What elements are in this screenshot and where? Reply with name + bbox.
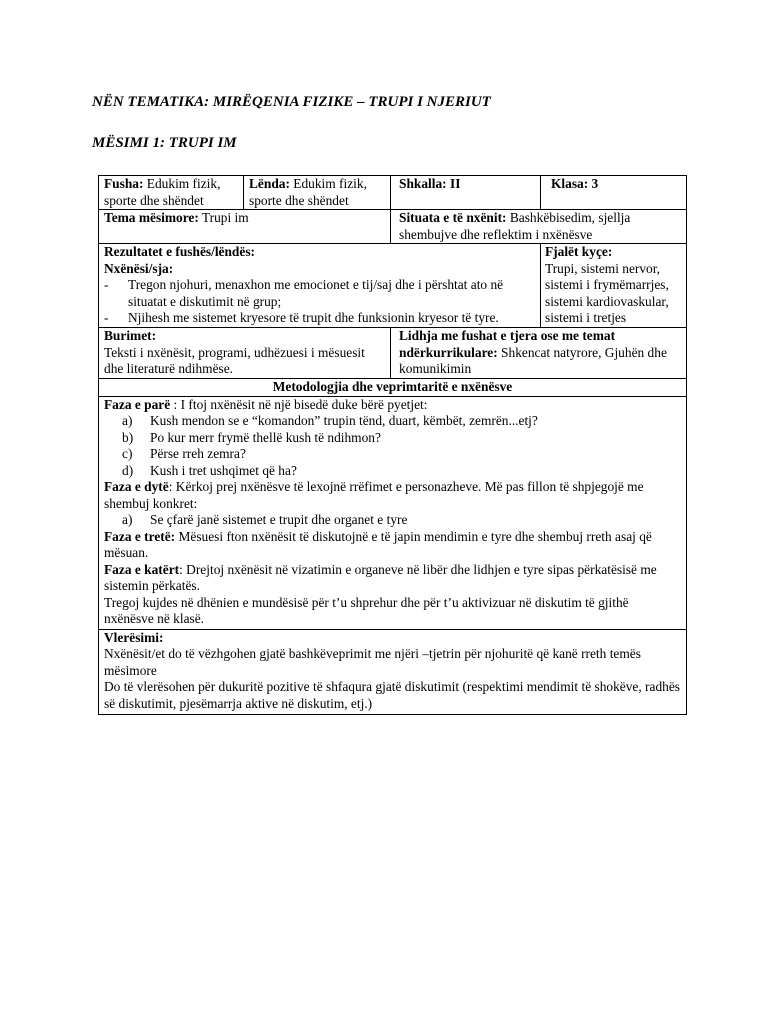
tema-value: Trupi im	[198, 210, 249, 225]
question-item	[104, 413, 681, 430]
phase-1-text: : I ftoj nxënësit në një bisedë duke bërë pyetjet:	[170, 396, 428, 412]
methodology-title-row	[99, 378, 687, 396]
fusha-cell	[99, 176, 244, 210]
phase-1	[104, 397, 681, 414]
methodology-row	[99, 396, 687, 629]
dash-marker: -	[104, 277, 109, 292]
evaluation-label: Vlerësimi:	[104, 629, 164, 645]
item-marker: c)	[122, 446, 133, 461]
theme-row	[99, 210, 687, 244]
lenda-value: Edukim fizik, sporte dhe shëndet	[249, 176, 367, 208]
lenda-label: Lënda:	[249, 176, 290, 191]
closing-text: Tregoj kujdes në dhënien e mundësisë për t’u shprehur dhe për t’u aktivizuar në diskutim të gjithë nxënësve në klasë.	[104, 594, 629, 626]
phase-3	[104, 529, 681, 562]
header-row	[99, 176, 687, 210]
dash-marker: -	[104, 310, 109, 325]
situata-value: Bashkëbisedim, sjellja shembujve dhe reflektim i nxënësve	[399, 210, 631, 242]
item-text: Kush mendon se e “komandon” trupin tënd, duart, këmbët, zemrën...etj?	[150, 413, 538, 428]
subtopic-heading: NËN TEMATIKA: MIRËQENIA FIZIKE – TRUPI I NJERIUT	[92, 94, 491, 110]
situata-label: Situata e të nxënit:	[399, 210, 507, 225]
item-marker: a)	[122, 512, 133, 527]
evaluation-row	[99, 629, 687, 715]
item-text: Përse rreh zemra?	[150, 446, 246, 461]
klasa-cell	[541, 176, 687, 210]
methodology-cell	[99, 396, 687, 629]
situata-cell	[391, 210, 687, 244]
sources-row	[99, 328, 687, 379]
results-label: Rezultatet e fushës/lëndës:	[104, 244, 255, 259]
klasa-label: Klasa: 3	[551, 176, 599, 191]
phase-4-text: : Drejtoj nxënësit në vizatimin e organeve në libër dhe lidhjen e tyre sipas përkatësisë me sistemin përkatës.	[104, 561, 657, 593]
item-text: Se çfarë janë sistemet e trupit dhe organet e tyre	[150, 512, 408, 527]
item-marker: a)	[122, 413, 133, 428]
evaluation-cell	[99, 629, 687, 715]
sources-cell	[99, 328, 391, 379]
evaluation-line-2: Do të vlerësohen për dukuritë pozitive të shfaqura gjatë diskutimit (respektimi mendimit të shokëve, radhës së diskutimit, pjesëmarrja aktive në diskutim, etj.)	[104, 679, 681, 711]
item-marker: d)	[122, 462, 134, 478]
item-marker: b)	[122, 429, 134, 445]
results-cell	[99, 244, 541, 328]
evaluation-line-1: Nxënësit/et do të vëzhgohen gjatë bashkëveprimit me njëri –tjetrin për njohuritë që kanë rreth temës mësimore	[104, 646, 641, 678]
shkalla-cell	[391, 176, 541, 210]
question-item	[104, 430, 681, 447]
item-text: Kush i tret ushqimet që ha?	[150, 462, 297, 478]
fusha-value: Edukim fizik, sporte dhe shëndet	[104, 176, 221, 208]
phase-3-label: Faza e tretë:	[104, 528, 176, 544]
results-row	[99, 244, 687, 328]
question-item	[104, 463, 681, 480]
keywords-cell	[541, 244, 687, 328]
phase-2	[104, 479, 681, 512]
lesson-plan-table	[98, 175, 687, 715]
keywords-value: Trupi, sistemi nervor, sistemi i frymëmarrjes, sistemi kardiovaskular, sistemi i tretjes	[545, 260, 669, 325]
phase-2-item	[104, 512, 681, 529]
links-cell	[391, 328, 687, 379]
phase-1-label: Faza e parë	[104, 396, 171, 412]
result-item	[104, 310, 535, 327]
question-item	[104, 446, 681, 463]
result-item	[104, 277, 535, 310]
phase-2-label: Faza e dytë	[104, 479, 169, 494]
sources-label: Burimet:	[104, 328, 157, 343]
methodology-title: Metodologjia dhe veprimtaritë e nxënësve	[99, 378, 687, 396]
links-value: Shkencat natyrore, Gjuhën dhe komunikimin	[399, 344, 667, 376]
results-sublabel: Nxënësi/sja:	[104, 260, 174, 276]
phase-4-label: Faza e katërt	[104, 561, 180, 577]
result-item-text: Njihesh me sistemet kryesore të trupit dhe funksionin kryesor të tyre.	[128, 310, 499, 325]
tema-label: Tema mësimore:	[104, 210, 199, 225]
lenda-cell	[244, 176, 391, 210]
fusha-label: Fusha:	[104, 176, 144, 191]
phase-2-text: : Kërkoj prej nxënësve të lexojnë rrëfimet e personazheve. Më pas fillon të shpjegojë me shembuj konkret:	[104, 479, 644, 511]
tema-cell	[99, 210, 391, 244]
phase-4	[104, 562, 681, 595]
item-text: Po kur merr frymë thellë kush të ndihmon?	[150, 429, 381, 445]
keywords-label: Fjalët kyçe:	[545, 244, 613, 259]
result-item-text: Tregon njohuri, menaxhon me emocionet e tij/saj dhe i përshtat ato në situatat e diskutimit në grup;	[128, 277, 504, 309]
links-label: Lidhja me fushat e tjera ose me temat ndërkurrikulare:	[399, 328, 616, 360]
sources-value: Teksti i nxënësit, programi, udhëzuesi i mësuesit dhe literaturë ndihmëse.	[104, 344, 365, 376]
shkalla-label: Shkalla: II	[399, 176, 461, 191]
phase-3-text: Mësuesi fton nxënësit të diskutojnë e të japin mendimin e tyre dhe shembuj rreth asaj që mësuan.	[104, 528, 652, 560]
lesson-heading: MËSIMI 1: TRUPI IM	[92, 135, 237, 151]
